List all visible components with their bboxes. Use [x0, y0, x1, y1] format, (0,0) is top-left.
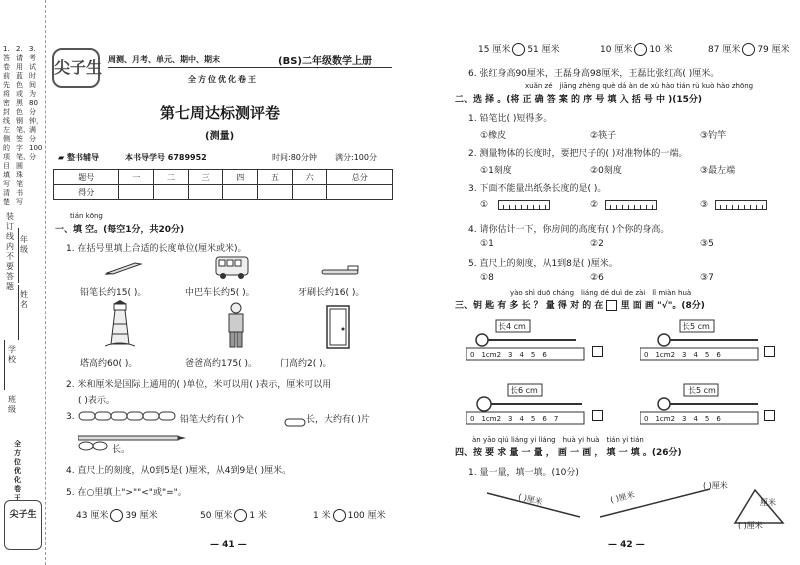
guide-label: ▰ 整书辅导: [58, 153, 99, 162]
pencil-long-picture: [78, 426, 188, 432]
table-header: 二: [154, 170, 189, 185]
section-3-title: 三、钥 匙 有 多 长 ？ 量 得 对 的 在 里 面 画 "√"。(8分): [455, 301, 705, 311]
s1-q5: 5. 在○里填上">""<"或"="。: [66, 488, 187, 498]
s2-q4: 4. 请你估计一下，你房间的高度有( )个你的身高。: [468, 225, 670, 235]
binding-note-1: 1.答卷前先将密封线左侧的项目填写清楚: [3, 45, 10, 206]
header-subtitle: 全方位优化卷王: [188, 75, 258, 84]
door-picture: [325, 305, 351, 349]
compare-item: 87 厘米 79 厘米: [708, 45, 790, 55]
s2-pinyin: xuǎn zé jiāng zhèng què dá àn de xù hào tián rù kuò hào zhōng: [525, 82, 754, 90]
length-blank[interactable]: ( )厘米: [703, 481, 728, 490]
s1-pinyin: tián kōng: [70, 212, 103, 220]
ruler-picture: [715, 200, 767, 210]
time-limit: 时间:80分钟: [272, 153, 317, 162]
table-header: 三: [188, 170, 223, 185]
compare-circle[interactable]: [234, 509, 247, 522]
s2-q1-opt3[interactable]: ③钓竿: [700, 131, 727, 141]
binding-brand: 全方位优化卷王: [14, 440, 21, 502]
binding-logo: 尖子生: [4, 500, 42, 550]
pencil-picture: [105, 260, 145, 274]
s1-q3-text-b: 长，大约有( )片: [306, 415, 370, 425]
answer-box[interactable]: [764, 346, 775, 357]
s1-q1: 1. 在括号里填上合适的长度单位(厘米或米)。: [66, 244, 247, 254]
answer-box-icon: [606, 300, 617, 311]
score-cell[interactable]: [188, 185, 223, 200]
compare-circle[interactable]: [333, 509, 346, 522]
ruler-picture: [498, 200, 550, 210]
compare-item: 50 厘米 1 米: [200, 511, 267, 521]
compare-item: 15 厘米 51 厘米: [478, 45, 560, 55]
compare-circle[interactable]: [634, 43, 647, 56]
page-subtitle: (测量): [205, 131, 235, 142]
s2-q1: 1. 铅笔比( )短得多。: [468, 114, 553, 124]
page-number: — 42 —: [608, 540, 645, 550]
key-label: 长5 cm: [688, 386, 716, 395]
score-cell[interactable]: [292, 185, 327, 200]
table-header: 一: [119, 170, 154, 185]
label-grade: 年级: [20, 235, 28, 254]
table-header: 四: [223, 170, 258, 185]
toothbrush-picture: [320, 262, 360, 274]
series-label: 周测、月考、单元、期中、期末: [108, 55, 220, 64]
score-cell[interactable]: [154, 185, 189, 200]
s1-q2-line2: ( )表示。: [78, 396, 115, 406]
compare-item: 1 米 100 厘米: [313, 511, 386, 521]
ruler-ticks: 0 1cm2 3 4 5 6 7: [470, 415, 559, 423]
page-number: — 41 —: [210, 540, 247, 550]
s4-pinyin: àn yāo qiú liáng yi liáng huà yi huà tián yi tián: [472, 436, 644, 444]
s2-q2-opt3[interactable]: ③最左端: [700, 166, 736, 176]
father-picture: [225, 302, 247, 348]
q1-item-toothbrush: 牙刷长约16( )。: [298, 288, 365, 298]
book-icon: ▰: [58, 153, 65, 162]
length-blank[interactable]: ( )厘米: [738, 521, 763, 530]
s2-q4-opt2[interactable]: ②2: [590, 239, 604, 249]
label-name: 姓名: [20, 290, 28, 309]
s2-q2: 2. 测量物体的长度时，要把尺子的( )对准物体的一端。: [468, 149, 688, 159]
paperclip-icon: [284, 412, 306, 421]
binding-note-2: 2.请用蓝色或黑色钢笔、签字笔、圆珠笔书写: [16, 45, 30, 206]
compare-circle[interactable]: [512, 43, 525, 56]
table-header: 总分: [327, 170, 393, 185]
ruler-ticks: 0 1cm2 3 4 5 6: [470, 351, 547, 359]
q1-item-door: 门高约2( )。: [280, 359, 332, 369]
logo: 尖子生: [52, 48, 100, 88]
bus-picture: [215, 255, 249, 281]
q1-item-bus: 中巴车长约5( )。: [185, 288, 255, 298]
s2-q3-opt1[interactable]: ①: [480, 200, 489, 210]
answer-box[interactable]: [764, 410, 775, 421]
s2-q3-opt2[interactable]: ②: [590, 200, 599, 210]
book-title: (BS)二年级数学上册: [278, 56, 372, 67]
leaf-picture: [78, 438, 108, 452]
s2-q1-opt2[interactable]: ②筷子: [590, 131, 617, 141]
s1-q4: 4. 直尺上的刻度，从0到5是( )厘米，从4到9是( )厘米。: [66, 466, 292, 476]
label-class: 班级: [8, 395, 16, 414]
s2-q5-opt2[interactable]: ②6: [590, 273, 604, 283]
binding-note-3: 3.考试时间为80分钟，满分100分: [29, 45, 43, 161]
binding-margin: [0, 0, 46, 565]
right-page: [400, 0, 800, 565]
compare-item: 43 厘米 39 厘米: [76, 511, 158, 521]
binding-seal-text: 装订线内不要答题: [6, 212, 14, 291]
score-row-label: 得分: [54, 185, 119, 200]
tower-picture: [105, 300, 135, 348]
score-table: [53, 169, 393, 200]
section-4-title: 四、按 要 求 量 一 量 ， 画 一 画 ， 填 一 填 。(26分): [455, 448, 682, 458]
length-blank[interactable]: ( )厘米: [609, 490, 636, 505]
q1-item-father: 爸爸高约175( )。: [185, 359, 258, 369]
answer-box[interactable]: [592, 346, 603, 357]
s2-q5: 5. 直尺上的刻度，从1到8是( )厘米。: [468, 259, 618, 269]
page-title: 第七周达标测评卷: [160, 104, 281, 122]
score-cell[interactable]: [327, 185, 393, 200]
table-header: 六: [292, 170, 327, 185]
s2-q5-opt1[interactable]: ①8: [480, 273, 494, 283]
length-blank: 厘米: [760, 498, 776, 507]
s2-q4-opt3[interactable]: ③5: [700, 239, 714, 249]
compare-item: 10 厘米 10 米: [600, 45, 673, 55]
label-school: 学校: [8, 345, 16, 364]
q1-item-pencil: 铅笔长约15( )。: [80, 288, 147, 298]
s1-q3-text-c: 长。: [112, 445, 131, 455]
score-cell[interactable]: [223, 185, 258, 200]
ruler-ticks: 0 1cm2 3 4 5 6: [644, 415, 721, 423]
answer-box[interactable]: [592, 410, 603, 421]
paperclip-chain-picture: [78, 408, 178, 422]
section-2-title: 二、选 择 。(将 正 确 答 案 的 序 号 填 入 括 号 中 )(15分): [455, 95, 702, 105]
s2-q2-opt1[interactable]: ①1刻度: [480, 166, 512, 176]
compare-circle[interactable]: [742, 43, 755, 56]
length-blank[interactable]: ( )厘米: [517, 492, 544, 507]
score-cell[interactable]: [258, 185, 293, 200]
s3-pinyin: yào shì duō cháng liáng dé duì de zài lǐ miàn huà: [510, 289, 692, 297]
s2-q2-opt2[interactable]: ②0刻度: [590, 166, 622, 176]
section-1-title: 一、填 空。(每空1分，共20分): [55, 225, 185, 235]
key-label: 长5 cm: [682, 322, 710, 331]
key-label: 长6 cm: [510, 386, 538, 395]
table-header: 五: [258, 170, 293, 185]
s2-q5-opt3[interactable]: ③7: [700, 273, 714, 283]
ruler-ticks: 0 1cm2 3 4 5 6: [644, 351, 721, 359]
compare-circle[interactable]: [110, 509, 123, 522]
guide-number: 本书导学号 6789952: [125, 153, 207, 162]
s1-q2-line1: 2. 米和厘米是国际上通用的( )单位，米可以用( )表示，厘米可以用: [66, 380, 332, 390]
ruler-picture: [605, 200, 657, 210]
table-header: 题号: [54, 170, 119, 185]
s4-q1: 1. 量一量，填一填。(10分): [468, 468, 579, 478]
q1-item-tower: 塔高约60( )。: [80, 359, 138, 369]
s2-q3-opt3[interactable]: ③: [700, 200, 709, 210]
s2-q1-opt1[interactable]: ①橡皮: [480, 131, 507, 141]
full-score: 满分:100分: [335, 153, 377, 162]
s2-q3: 3. 下面不能量出纸条长度的是( )。: [468, 184, 607, 194]
score-cell[interactable]: [119, 185, 154, 200]
s2-q4-opt1[interactable]: ①1: [480, 239, 494, 249]
s1-q6: 6. 张红身高90厘米，王磊身高98厘米，王磊比张红高( )厘米。: [468, 69, 720, 79]
key-label: 长4 cm: [498, 322, 526, 331]
s1-q3-number: 3.: [66, 412, 75, 422]
s1-q3-text-a: 铅笔大约有( )个: [180, 415, 244, 425]
